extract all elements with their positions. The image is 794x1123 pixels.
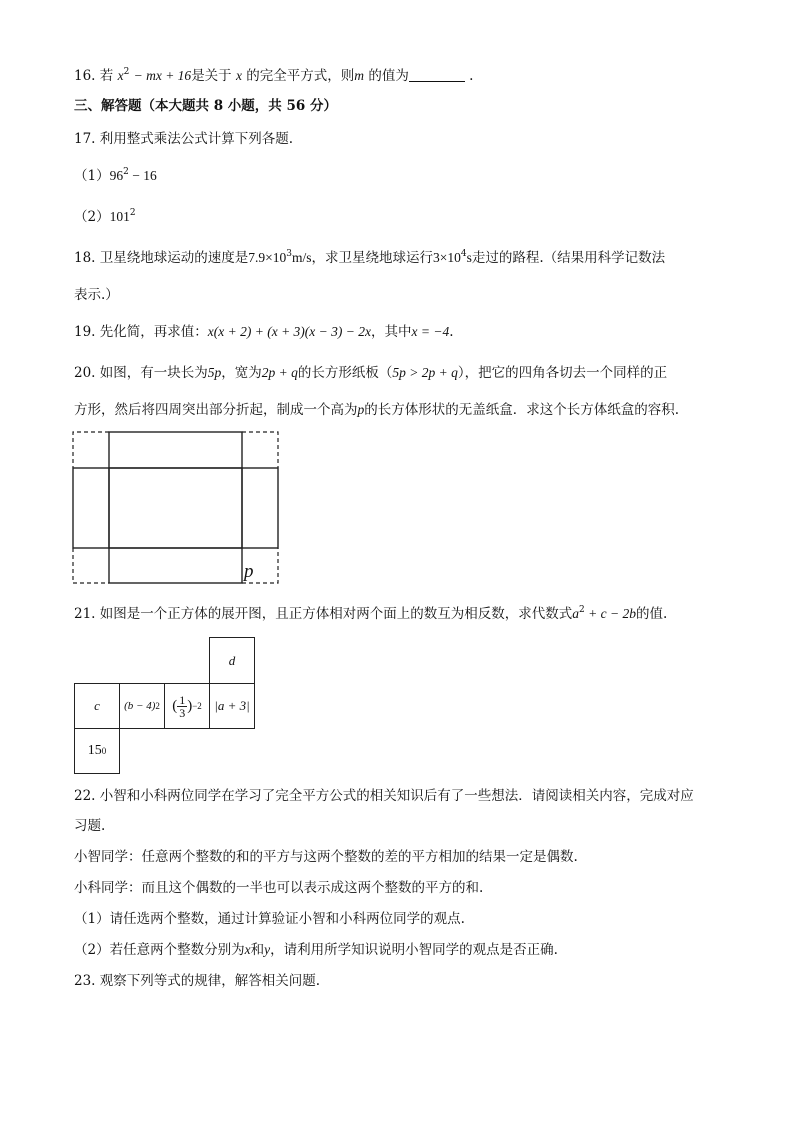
q17-p1-base: 96 [109, 168, 124, 183]
q22-text-a: （2）若任意两个整数分别为 [74, 942, 245, 958]
q18-text-c: 走过的路程.（结果用科学记数法 [471, 250, 666, 266]
q19-expression: x(x + 2) + (x + 3)(x − 3) − 2x [207, 324, 371, 339]
q17-p2-label: （2） [74, 209, 110, 225]
q20-text-b: ，宽为 [221, 365, 262, 381]
question-22-line3: 小智同学：任意两个整数的和的平方与这两个整数的差的平方相加的结果一定是偶数. [74, 849, 578, 865]
q18-time: 3×10 [433, 250, 461, 265]
q22-var-x: x [244, 942, 251, 957]
q19-text-a: 19. 先化简，再求值： [74, 324, 208, 340]
face-zero-base: 15 [87, 743, 102, 758]
q17-p1-exp: 2 [123, 167, 129, 177]
q20-length: 5p [207, 365, 222, 380]
question-20-line1 [74, 363, 667, 383]
q16-expr-x: x [117, 68, 124, 83]
box-net-figure [72, 431, 279, 584]
q18-velocity: 7.9×10 [248, 250, 287, 265]
fraction [177, 694, 187, 719]
right-paren: ) [187, 697, 193, 714]
face-d-label: d [228, 652, 236, 668]
face-b-term: (b − 4) 2 [119, 683, 165, 729]
question-22-line2: 习题. [74, 818, 106, 834]
face-d [209, 637, 255, 684]
q18-time-exp: 4 [460, 249, 467, 259]
question-17-part2 [74, 207, 136, 227]
face-fraction: ( $\frac{1}{3}$ ) −2 [164, 683, 210, 729]
q20-inequality: 5p > 2p + q [392, 365, 458, 380]
fraction-numerator: 1 [179, 692, 186, 707]
question-19 [74, 322, 454, 342]
face-c-label: c [94, 698, 100, 713]
q18-text-a: 18. 卫星绕地球运动的速度是 [74, 250, 249, 266]
q20-text-e: 方形，然后将四周突出部分折起，制成一个高为 [74, 402, 358, 418]
q21-text-a: 21. 如图是一个正方体的展开图，且正方体相对两个面上的数互为相反数，求代数式 [74, 606, 573, 622]
question-17-part1 [74, 166, 157, 186]
q20-width: 2p + q [261, 365, 298, 380]
q20-text-a: 20. 如图，有一块长为 [74, 365, 208, 381]
horizontal-band [73, 468, 278, 548]
question-17-stem: 17. 利用整式乘法公式计算下列各题. [74, 131, 294, 147]
corner-top-left [73, 432, 109, 468]
fraction-denominator: 3 [179, 705, 186, 720]
q16-exponent: 2 [123, 67, 130, 77]
question-22-line1: 22. 小智和小科两位同学在学习了完全平方公式的相关知识后有了一些想法．请阅读相关内容，完成对应 [74, 788, 694, 804]
q20-text-f: 的长方体形状的无盖纸盒．求这个长方体纸盒的容积. [364, 402, 680, 418]
q17-p1-rest: − 16 [128, 168, 157, 183]
corner-top-right [242, 432, 278, 468]
q20-height: p [357, 402, 365, 417]
question-18-line2: 表示.） [74, 287, 119, 303]
answer-blank [409, 67, 465, 82]
corner-bottom-left [73, 548, 109, 583]
face-zero-power: 15 0 [74, 728, 120, 774]
q19-condition: x = −4 [411, 324, 450, 339]
q17-p2-base: 101 [109, 209, 130, 224]
question-22-line5: （1）请任选两个整数，通过计算验证小智和小科两位同学的观点. [74, 911, 465, 927]
q16-text-a: 是关于 [191, 68, 232, 84]
q21-expr-exp: 2 [579, 605, 585, 615]
q18-text-b: ，求卫星绕地球运行 [311, 250, 434, 266]
face-abs-label: |a + 3| [214, 698, 250, 713]
face-c [74, 683, 120, 729]
q16-text-b: 的完全平方式，则 [246, 68, 355, 84]
q21-expr-rest: + c − 2b [584, 606, 636, 621]
q22-var-y: y [264, 942, 271, 957]
q18-velocity-exp: 3 [286, 249, 292, 259]
q17-p1-label: （1） [74, 168, 110, 184]
q22-and: 和 [250, 942, 265, 958]
q22-text-b: ，请利用所学知识说明小智同学的观点是否正确. [270, 942, 558, 958]
face-b-term-label: (b − 4) [124, 700, 156, 712]
q21-text-b: 的值. [635, 606, 668, 622]
fig-p-label: p [244, 561, 254, 582]
face-abs [209, 683, 255, 729]
q16-end: . [469, 68, 474, 84]
question-21 [74, 604, 667, 624]
q19-end: . [449, 324, 454, 340]
section-heading: 三、解答题（本大题共 8 小题，共 56 分） [74, 98, 337, 114]
q16-number: 16. 若 [74, 68, 114, 84]
question-18-line1 [74, 248, 665, 268]
question-20-line2 [74, 400, 679, 420]
question-22-line6 [74, 940, 558, 960]
q18-time-unit: s [466, 250, 472, 265]
q19-text-b: ，其中 [371, 324, 412, 340]
question-23: 23. 观察下列等式的规律，解答相关问题. [74, 973, 321, 989]
q16-var-m: m [354, 68, 365, 83]
q20-text-d: ），把它的四角各切去一个同样的正 [457, 365, 668, 381]
q16-var-x: x [235, 68, 242, 83]
q16-text-c: 的值为 [368, 68, 409, 84]
vertical-band [109, 432, 242, 583]
question-22-line4: 小科同学：而且这个偶数的一半也可以表示成这两个整数的平方的和. [74, 880, 484, 896]
cube-net-figure [74, 637, 256, 775]
q18-velocity-unit: m/s [292, 250, 312, 265]
q17-p2-exp: 2 [129, 208, 136, 218]
question-16 [74, 66, 473, 86]
q20-text-c: 的长方形纸板（ [297, 365, 393, 381]
q16-expr-rest: − mx + 16 [133, 68, 192, 83]
left-paren: ( [172, 697, 178, 714]
q21-expr-a: a [572, 606, 580, 621]
base-rectangle [109, 468, 242, 548]
